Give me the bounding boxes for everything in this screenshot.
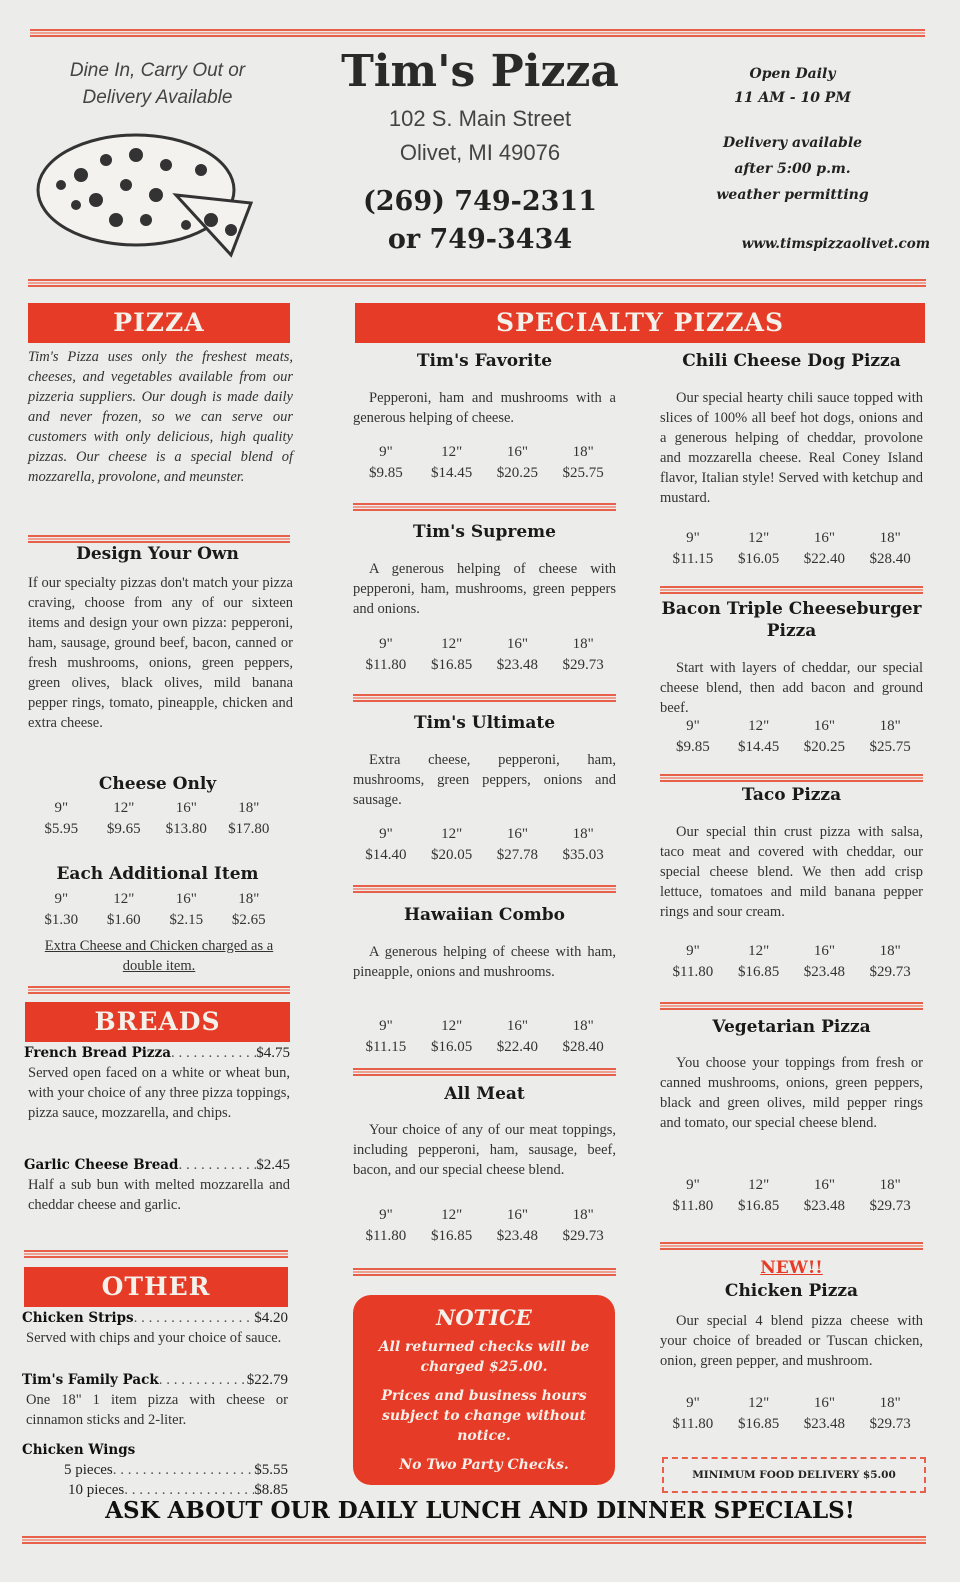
price: $8.85 <box>254 1482 288 1498</box>
item-row <box>24 1043 290 1063</box>
menu-item <box>24 1155 290 1215</box>
price: $27.78 <box>496 847 538 863</box>
pizza-description: Extra cheese, pepperoni, ham, mushrooms, green peppers, onions and sausage. <box>353 752 616 808</box>
size-label: 18" <box>572 1018 594 1034</box>
pizza-name: All Meat <box>444 1084 525 1104</box>
size-label: 16" <box>506 1207 528 1223</box>
price: $22.40 <box>496 1039 538 1055</box>
size-label: 9" <box>379 826 393 842</box>
phone-link[interactable]: (269) 749-2311 <box>362 186 598 217</box>
specialty-pizza <box>660 598 923 755</box>
size-label: 16" <box>813 943 835 959</box>
size-label: 16" <box>813 530 835 546</box>
delivery-line: weather permitting <box>716 187 869 203</box>
price: $16.85 <box>738 1416 780 1432</box>
size-label: 16" <box>813 1177 835 1193</box>
size-label: 9" <box>686 1177 700 1193</box>
price-row <box>353 1226 616 1247</box>
cheese-only-prices <box>30 798 280 840</box>
pizza-description: Your choice of any of our meat toppings, including pepperoni, ham, sausage, beef, bacon, and our special cheese blend. <box>353 1122 616 1178</box>
wings-option: 5 pieces <box>64 1462 113 1478</box>
divider <box>660 774 923 782</box>
pizza-name: Bacon Triple Cheeseburger Pizza <box>661 599 922 641</box>
size-row <box>660 716 923 737</box>
size-row <box>660 1393 923 1414</box>
price: $9.85 <box>369 465 403 481</box>
price: $20.25 <box>496 465 538 481</box>
specialty-pizza <box>660 1258 923 1432</box>
pizza-description: Start with layers of cheddar, our special cheese blend, then add bacon and ground beef. <box>660 660 923 716</box>
pizza-name: Chili Cheese Dog Pizza <box>682 351 901 371</box>
specialty-pizza <box>353 350 616 481</box>
price: $22.40 <box>803 551 845 567</box>
pizza-description: A generous helping of cheese with ham, pineapple, onions and mushrooms. <box>353 944 616 980</box>
size-label: 16" <box>506 826 528 842</box>
size-label: 9" <box>54 800 69 816</box>
tagline-line: Delivery Available <box>82 87 233 108</box>
specialty-section-header: SPECIALTY PIZZAS <box>355 303 925 343</box>
price: $25.75 <box>869 739 911 755</box>
divider <box>22 1536 926 1544</box>
size-row <box>660 1175 923 1196</box>
item-row <box>22 1370 288 1390</box>
price: $23.48 <box>803 964 845 980</box>
price-table <box>353 634 616 676</box>
size-label: 18" <box>572 826 594 842</box>
price-table <box>660 716 923 758</box>
item-row <box>22 1308 288 1328</box>
specialty-pizza <box>660 1016 923 1214</box>
dot-leader <box>179 1155 257 1175</box>
cheese-only-heading: Cheese Only <box>98 774 217 794</box>
size-label: 18" <box>572 1207 594 1223</box>
pizza-section-header: PIZZA <box>28 303 290 343</box>
size-label: 12" <box>113 891 135 907</box>
restaurant-name: Tim's Pizza <box>341 46 619 97</box>
divider <box>353 694 616 702</box>
divider <box>28 279 926 287</box>
size-row <box>660 941 923 962</box>
price: $5.55 <box>254 1462 288 1478</box>
price-row <box>353 1037 616 1058</box>
size-label: 12" <box>441 826 463 842</box>
price: $28.40 <box>562 1039 604 1055</box>
price-table <box>660 941 923 983</box>
phone-link[interactable]: or 749-3434 <box>387 224 573 255</box>
delivery-line: Delivery available <box>722 135 863 151</box>
size-label: 12" <box>748 1177 770 1193</box>
size-label: 12" <box>441 1018 463 1034</box>
specialty-pizza <box>353 1083 616 1244</box>
pizza-name: Tim's Ultimate <box>413 713 556 733</box>
price: $35.03 <box>562 847 604 863</box>
size-label: 16" <box>175 800 197 816</box>
specialty-pizza <box>353 904 616 1055</box>
size-label: 16" <box>813 1395 835 1411</box>
specialty-pizza <box>353 712 616 863</box>
delivery-info <box>660 130 925 208</box>
size-label: 12" <box>748 943 770 959</box>
size-label: 18" <box>879 1177 901 1193</box>
price-row <box>353 655 616 676</box>
price: $16.05 <box>738 551 780 567</box>
menu-item <box>22 1308 288 1348</box>
notice-title: NOTICE <box>436 1305 532 1330</box>
price-table <box>353 442 616 484</box>
size-label: 18" <box>238 800 260 816</box>
address <box>300 102 660 170</box>
size-label: 12" <box>748 530 770 546</box>
price: $11.80 <box>365 1228 407 1244</box>
design-your-own-text: If our specialty pizzas don't match your pizza craving, choose from any of our sixteen items and design your own pizza: pepperoni, ham, sausage, ground beef, bacon, canned or fresh mushrooms, onions, green peppers, green olives, black olives, mild banana pepper rings, tomato, pineapple, chicken and extra cheese. <box>28 575 293 731</box>
size-label: 18" <box>879 943 901 959</box>
phone-numbers <box>300 183 660 259</box>
divider <box>353 885 616 893</box>
item-name: Garlic Cheese Bread <box>24 1157 179 1173</box>
price: $23.48 <box>496 657 538 673</box>
price: $14.45 <box>431 465 473 481</box>
size-label: 18" <box>879 1395 901 1411</box>
price: $2.15 <box>169 912 204 928</box>
price: $20.05 <box>431 847 473 863</box>
divider <box>353 503 616 511</box>
size-row <box>660 528 923 549</box>
size-label: 9" <box>379 1207 393 1223</box>
price: $29.73 <box>869 964 911 980</box>
price: $9.85 <box>676 739 710 755</box>
price: $14.40 <box>365 847 407 863</box>
size-label: 16" <box>175 891 197 907</box>
menu-item <box>24 1043 290 1123</box>
size-label: 9" <box>54 891 69 907</box>
size-row <box>353 1016 616 1037</box>
pizza-description: A generous helping of cheese with pepperoni, ham, mushrooms, green peppers and onions. <box>353 561 616 617</box>
size-label: 9" <box>379 444 393 460</box>
additional-item-prices <box>30 889 280 931</box>
price: $11.80 <box>672 1198 714 1214</box>
price-table <box>660 1175 923 1217</box>
price-row <box>660 962 923 983</box>
item-name: Tim's Family Pack <box>22 1372 159 1388</box>
price-row <box>660 549 923 570</box>
price: $20.25 <box>803 739 845 755</box>
price: $16.85 <box>738 964 780 980</box>
double-item-note: Extra Cheese and Chicken charged as a double item. <box>44 938 274 974</box>
price-row <box>660 1414 923 1435</box>
size-row <box>353 634 616 655</box>
price-table <box>353 1205 616 1247</box>
size-label: 12" <box>441 1207 463 1223</box>
pizza-illustration-icon <box>36 125 258 260</box>
notice-line: All returned checks will be charged $25.00. <box>378 1339 590 1375</box>
price: $23.48 <box>803 1198 845 1214</box>
pizza-description: Pepperoni, ham and mushrooms with a generous helping of cheese. <box>353 390 616 426</box>
breads-section-header: BREADS <box>25 1002 290 1042</box>
size-label: 9" <box>686 943 700 959</box>
hours-line: 11 AM - 10 PM <box>734 90 851 106</box>
new-badge: NEW!! <box>760 1258 823 1278</box>
item-name: French Bread Pizza <box>24 1045 171 1061</box>
price: $1.60 <box>106 912 141 928</box>
pizza-intro: Tim's Pizza uses only the freshest meats, cheeses, and vegetables available from our pizzeria suppliers. Our dough is made daily and never frozen, so we can serve our customers with only delicious, high quality pizzas. Our cheese is a special blend of mozzarella, provolone, and meunster. <box>28 349 293 485</box>
website-link[interactable]: www.timspizzaolivet.com <box>741 236 930 252</box>
price: $13.80 <box>165 821 207 837</box>
design-your-own-heading: Design Your Own <box>76 544 239 564</box>
dot-leader <box>134 1308 255 1328</box>
specialty-pizza <box>353 521 616 673</box>
price-table <box>353 824 616 866</box>
notice-box <box>353 1295 615 1485</box>
price: $4.20 <box>254 1310 288 1326</box>
hours <box>660 62 925 110</box>
pizza-description: Our special 4 blend pizza cheese with your choice of breaded or Tuscan chicken, onion, green pepper, and mushroom. <box>660 1313 923 1369</box>
specialty-pizza <box>660 784 923 980</box>
price: $29.73 <box>869 1198 911 1214</box>
dot-leader <box>171 1043 256 1063</box>
divider <box>660 1002 923 1010</box>
price: $1.30 <box>44 912 79 928</box>
divider <box>660 586 923 594</box>
size-label: 9" <box>686 718 700 734</box>
price: $16.05 <box>431 1039 473 1055</box>
pizza-description: Our special thin crust pizza with salsa, taco meat and covered with cheddar, our special cheese blend. We then add crisp lettuce, tomatoes and mild banana pepper rings and sour cream. <box>660 824 923 920</box>
price: $17.80 <box>228 821 270 837</box>
pizza-description: Our special hearty chili sauce topped with slices of 100% all beef hot dogs, onions and a generous helping of cheddar, provolone and mozzarella cheese. Real Coney Island flavor, Italian style! Served with ketchup and mustard. <box>660 390 923 506</box>
chicken-wings <box>22 1440 288 1500</box>
item-description: Half a sub bun with melted mozzarella and cheddar cheese and garlic. <box>28 1177 290 1213</box>
address-line: 102 S. Main Street <box>388 106 572 131</box>
divider <box>30 29 925 37</box>
size-label: 16" <box>506 444 528 460</box>
size-label: 12" <box>441 444 463 460</box>
size-label: 18" <box>572 444 594 460</box>
dot-leader <box>159 1370 247 1390</box>
price-table <box>353 1016 616 1058</box>
price: $4.75 <box>256 1045 290 1061</box>
price: $16.85 <box>431 1228 473 1244</box>
notice-line: Prices and business hours subject to change without notice. <box>381 1388 587 1444</box>
price: $29.73 <box>562 1228 604 1244</box>
price-row <box>660 1196 923 1217</box>
pizza-name: Tim's Favorite <box>416 351 553 371</box>
divider <box>353 1068 616 1076</box>
pizza-description: You choose your toppings from fresh or canned mushrooms, onions, green peppers, black and green olives, mild pepper rings and tomato, our special cheese blend. <box>660 1055 923 1131</box>
price: $25.75 <box>562 465 604 481</box>
pizza-name: Vegetarian Pizza <box>712 1017 871 1037</box>
price: $22.79 <box>246 1372 288 1388</box>
item-description: One 18" 1 item pizza with cheese or cinnamon sticks and 2-liter. <box>26 1392 288 1428</box>
price: $11.80 <box>672 964 714 980</box>
price-table <box>660 1393 923 1435</box>
other-section-header: OTHER <box>24 1267 288 1307</box>
size-label: 12" <box>113 800 135 816</box>
price: $5.95 <box>44 821 79 837</box>
size-label: 12" <box>441 636 463 652</box>
size-label: 16" <box>506 636 528 652</box>
hours-line: Open Daily <box>749 66 836 82</box>
divider <box>28 535 290 543</box>
price: $28.40 <box>869 551 911 567</box>
pizza-name: Hawaiian Combo <box>403 905 566 925</box>
price: $11.15 <box>672 551 714 567</box>
tagline-line: Dine In, Carry Out or <box>69 60 246 81</box>
price: $2.45 <box>256 1157 290 1173</box>
size-label: 9" <box>686 1395 700 1411</box>
item-description: Served open faced on a white or wheat bun, with your choice of any three pizza toppings, pizza sauce, mozzarella, and chips. <box>28 1065 290 1121</box>
item-row <box>24 1155 290 1175</box>
price: $11.15 <box>365 1039 407 1055</box>
size-label: 12" <box>748 1395 770 1411</box>
price-row <box>353 463 616 484</box>
size-label: 12" <box>748 718 770 734</box>
price: $23.48 <box>496 1228 538 1244</box>
notice-line: No Two Party Checks. <box>399 1457 569 1473</box>
specials-banner: ASK ABOUT OUR DAILY LUNCH AND DINNER SPECIALS! <box>105 1497 855 1524</box>
size-label: 16" <box>506 1018 528 1034</box>
size-row <box>353 824 616 845</box>
size-row <box>353 442 616 463</box>
divider <box>353 1268 616 1276</box>
price: $16.85 <box>431 657 473 673</box>
price-row <box>660 737 923 758</box>
price: $16.85 <box>738 1198 780 1214</box>
size-row <box>353 1205 616 1226</box>
price: $11.80 <box>672 1416 714 1432</box>
price: $9.65 <box>106 821 141 837</box>
delivery-line: after 5:00 p.m. <box>734 161 851 177</box>
menu-item <box>22 1370 288 1430</box>
pizza-name: Chicken Pizza <box>724 1281 859 1301</box>
divider <box>28 986 290 994</box>
size-label: 18" <box>572 636 594 652</box>
pizza-name: Tim's Supreme <box>413 522 556 542</box>
specialty-pizza <box>660 350 923 567</box>
price-row <box>353 845 616 866</box>
size-label: 16" <box>813 718 835 734</box>
item-name: Chicken Strips <box>22 1310 134 1326</box>
price: $29.73 <box>869 1416 911 1432</box>
item-description: Served with chips and your choice of sauce. <box>26 1330 282 1346</box>
price: $11.80 <box>365 657 407 673</box>
service-tagline <box>25 57 290 111</box>
size-label: 18" <box>879 718 901 734</box>
address-line: Olivet, MI 49076 <box>399 140 561 165</box>
wings-option: 10 pieces <box>68 1482 125 1498</box>
size-label: 9" <box>686 530 700 546</box>
price: $2.65 <box>231 912 266 928</box>
pizza-name: Taco Pizza <box>741 785 842 805</box>
price: $14.45 <box>738 739 780 755</box>
price: $29.73 <box>562 657 604 673</box>
size-label: 18" <box>879 530 901 546</box>
additional-item-heading: Each Additional Item <box>56 864 259 884</box>
divider <box>660 1242 923 1250</box>
size-label: 9" <box>379 1018 393 1034</box>
minimum-delivery-notice: MINIMUM FOOD DELIVERY $5.00 <box>662 1457 926 1493</box>
price: $23.48 <box>803 1416 845 1432</box>
size-label: 18" <box>238 891 260 907</box>
size-label: 9" <box>379 636 393 652</box>
item-name: Chicken Wings <box>22 1442 136 1458</box>
divider <box>24 1250 288 1258</box>
price-table <box>660 528 923 570</box>
